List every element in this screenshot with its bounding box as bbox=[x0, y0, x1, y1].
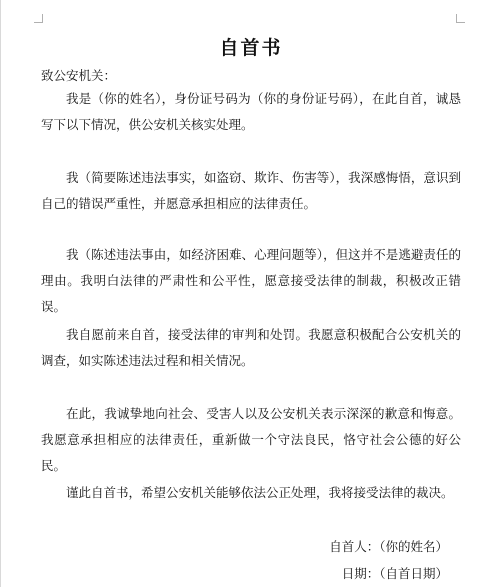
salutation: 致公安机关： bbox=[41, 68, 117, 83]
paragraph-2: 我（简要陈述违法事实，如盗窃、欺诈、伤害等），我深感悔悟，意识到自己的错误严重性，并愿意承担相应的法律责任。 bbox=[41, 170, 461, 211]
paragraph-5: 在此，我诚挚地向社会、受害人以及公安机关表示深深的歉意和悔意。我愿意承担相应的法律责任，重新做一个守法良民，恪守社会公德的好公民。 bbox=[41, 406, 461, 473]
paragraph-4: 我自愿前来自首，接受法律的审判和处罚。我愿意积极配合公安机关的调查，如实陈述违法过程和相关情况。 bbox=[41, 327, 461, 368]
paragraph-6: 谨此自首书，希望公安机关能够依法公正处理，我将接受法律的裁决。 bbox=[66, 485, 454, 500]
margin-corner-mark-left bbox=[34, 14, 43, 23]
signature-line: 自首人：（你的姓名） bbox=[329, 539, 448, 554]
date-line: 日期：（自首日期） bbox=[341, 566, 448, 581]
document-title: 自首书 bbox=[219, 37, 283, 59]
paragraph-3: 我（陈述违法事由，如经济困难、心理问题等），但这并不是逃避责任的理由。我明白法律的严肃性和公平性，愿意接受法律的制裁，积极改正错误。 bbox=[41, 247, 461, 314]
paragraph-1: 我是（你的姓名），身份证号码为（你的身份证号码），在此自首，诚恳写下以下情况，供公安机关核实处理。 bbox=[41, 91, 461, 132]
margin-corner-mark-right bbox=[456, 14, 465, 23]
